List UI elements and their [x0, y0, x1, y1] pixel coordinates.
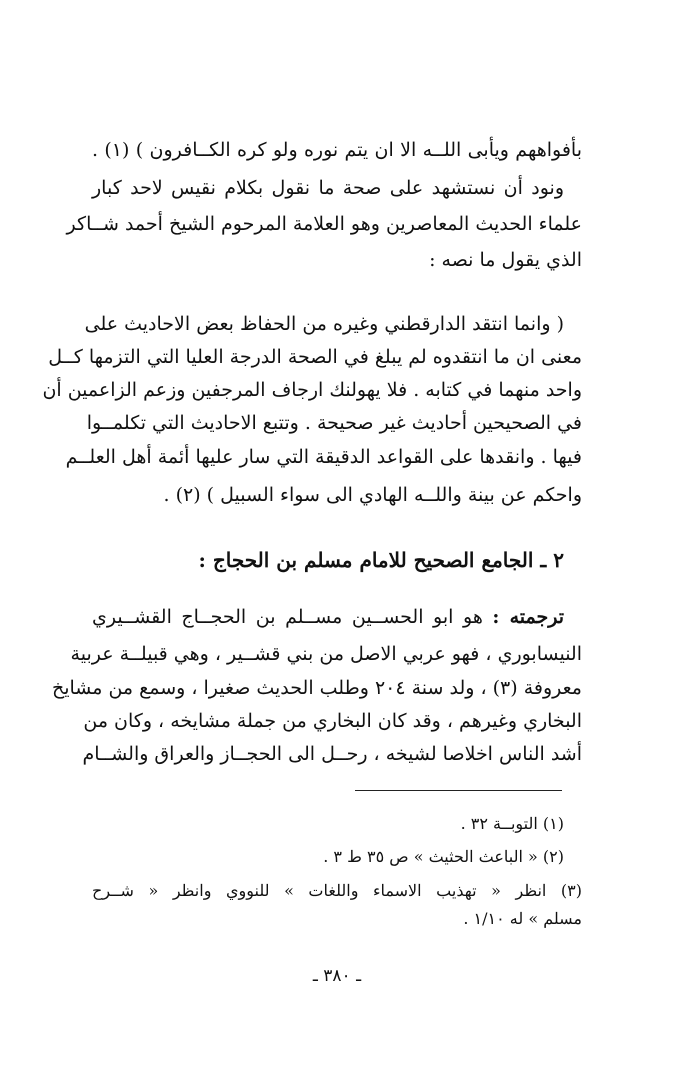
- quote-line: واحكم عن بينة واللــه الهادي الى سواء السبيل ) (٢) .: [163, 484, 582, 506]
- quote-line: فيها . وانقدها على القواعد الدقيقة التي سار عليها أئمة أهل العلــم: [65, 446, 582, 468]
- body-line: ونود أن نستشهد على صحة ما نقول بكلام نقيس لاحد كبار: [92, 177, 564, 199]
- footnote: (٣) انظر « تهذيب الاسماء واللغات » للنووي وانظر « شــرح: [92, 881, 582, 900]
- footnote-separator: [355, 790, 562, 791]
- quote-line: ( وانما انتقد الدارقطني وغيره من الحفاظ بعض الاحاديث على: [84, 313, 564, 335]
- bio-line: معروفة (٣) ، ولد سنة ٢٠٤ وطلب الحديث صغيرا ، وسمع من مشايخ: [51, 677, 582, 699]
- footnote: (١) التوبــة ٣٢ .: [460, 814, 564, 833]
- bio-label: ترجمته :: [492, 606, 564, 628]
- body-line: علماء الحديث المعاصرين وهو العلامة المرحوم الشيخ أحمد شــاكر: [66, 213, 582, 235]
- quote-line: واحد منهما في كتابه . فلا يهولنك ارجاف المرجفين وزعم الزاعمين أن: [42, 379, 582, 401]
- body-line: بأفواههم ويأبى اللــه الا ان يتم نوره ولو كره الكــافرون ) (١) .: [92, 139, 582, 161]
- quote-line: في الصحيحين أحاديث غير صحيحة . وتتبع الاحاديث التي تكلمــوا: [86, 412, 582, 434]
- bio-first-line: [92, 604, 564, 630]
- quote-line: معنى ان ما انتقدوه لم يبلغ في الصحة الدرجة العليا التي التزمها كــل: [48, 346, 582, 368]
- bio-line: البخاري وغيرهم ، وقد كان البخاري من جملة مشايخه ، وكان من: [83, 710, 582, 732]
- bio-line: أشد الناس اخلاصا لشيخه ، رحــل الى الحجــاز والعراق والشــام: [82, 743, 582, 765]
- footnote: (٢) « الباعث الحثيث » ص ٣٥ ط ٣ .: [323, 847, 564, 866]
- bio-first-line-text: هو ابو الحســين مســلم بن الحجــاج القشــيري: [92, 606, 493, 628]
- body-line: الذي يقول ما نصه :: [429, 249, 582, 271]
- page-number: ـ ٣٨٠ ـ: [312, 966, 362, 986]
- bio-line: النيسابوري ، فهو عربي الاصل من بني قشــير ، وهي قبيلــة عربية: [70, 643, 582, 665]
- section-heading: ٢ ـ الجامع الصحيح للامام مسلم بن الحجاج :: [198, 548, 564, 572]
- footnote-continuation: مسلم » له ١/١٠ .: [463, 909, 582, 928]
